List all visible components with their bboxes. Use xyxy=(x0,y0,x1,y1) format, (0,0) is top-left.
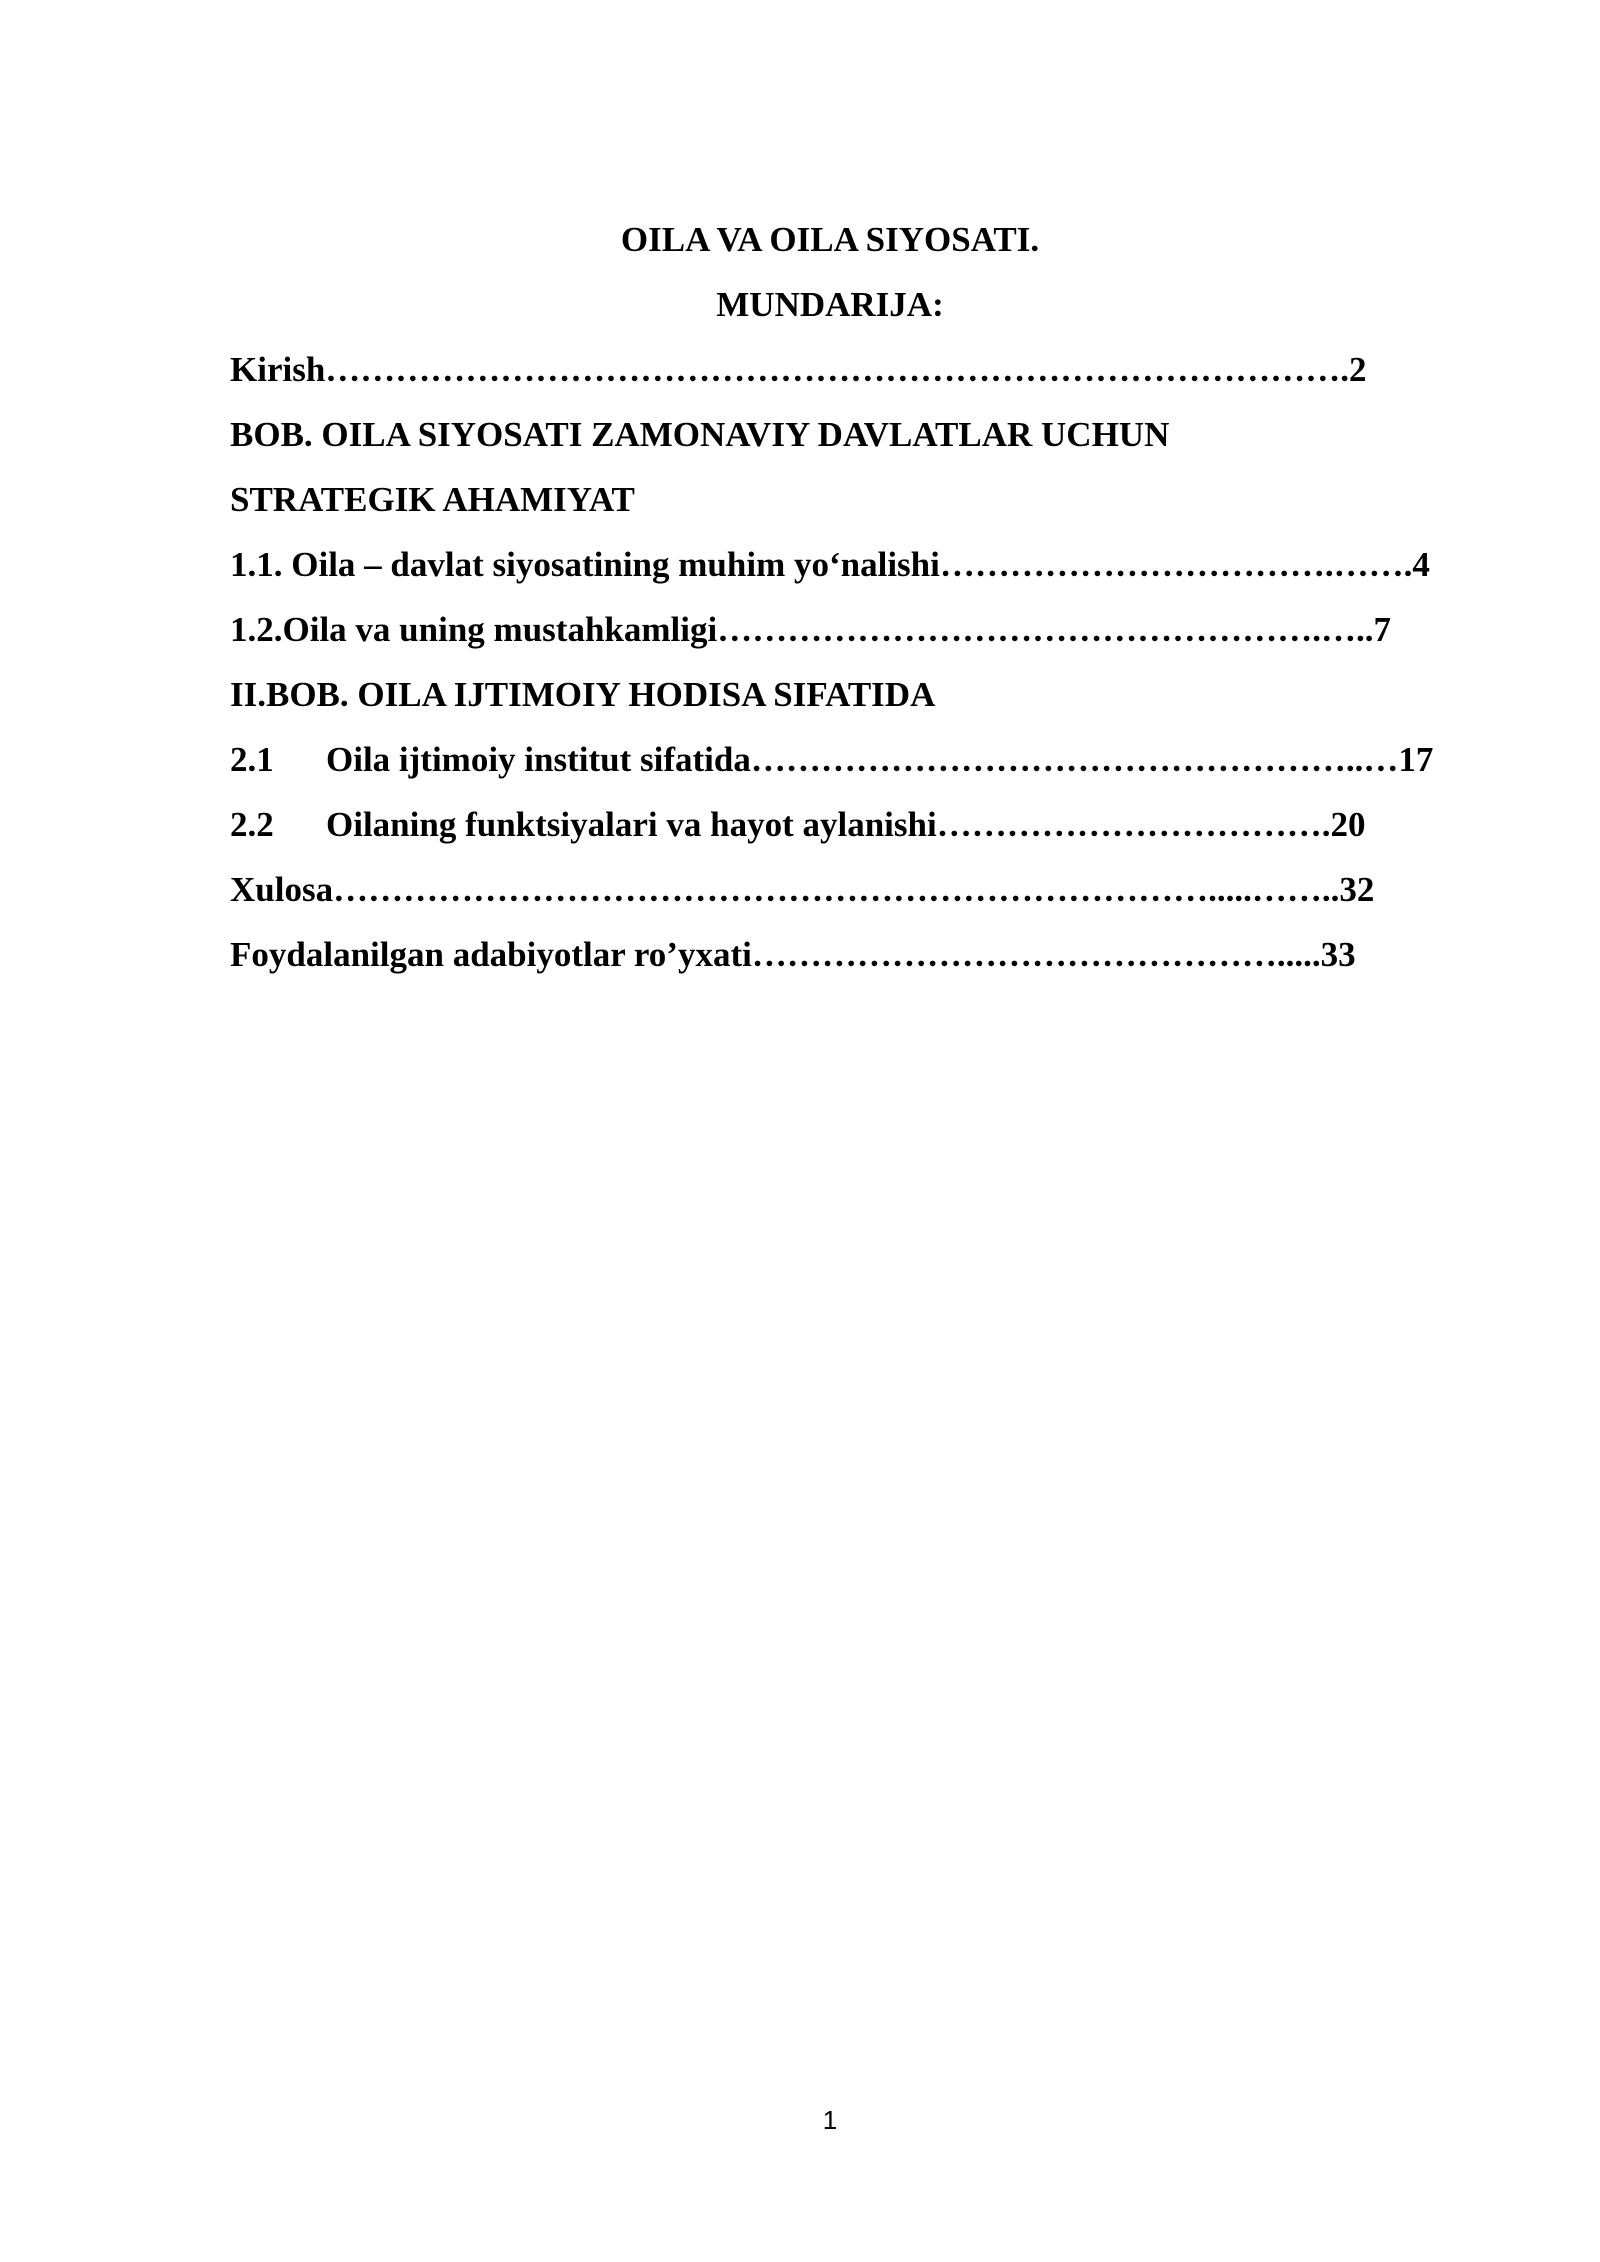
page-number: 1 xyxy=(822,2105,838,2135)
toc-entry-references: Foydalanilgan adabiyotlar ro’yxati……………………………………….....33 xyxy=(230,935,1356,974)
toc-entry-2-2 xyxy=(230,805,1365,845)
toc-entry-text: Oilaning funktsiyalari va hayot aylanishi…………………………….20 xyxy=(326,805,1366,844)
toc-entry-xulosa: Xulosa………………………………………………………………….....……..32 xyxy=(230,870,1375,909)
toc-entry-2-1 xyxy=(230,740,1433,780)
toc-entry-chapter-1-line-2: STRATEGIK AHAMIYAT xyxy=(230,480,635,519)
toc-entry-chapter-1-line-1: BOB. OILA SIYOSATI ZAMONAVIY DAVLATLAR UCHUN xyxy=(230,415,1170,454)
toc-entry-1-1: 1.1. Oila – davlat siyosatining muhim yo‘nalishi…………………………….…….4 xyxy=(230,545,1430,584)
toc-entry-text: Oila ijtimoiy institut sifatida……………………………………………..…17 xyxy=(326,740,1434,779)
document-title: OILA VA OILA SIYOSATI. xyxy=(620,220,1040,259)
toc-entry-1-2: 1.2.Oila va uning mustahkamligi…………………………………………….…..7 xyxy=(230,610,1391,649)
toc-entry-number: 2.2 xyxy=(230,805,274,844)
toc-heading: MUNDARIJA: xyxy=(716,285,944,324)
toc-entry-kirish: Kirish…………………………………………………………………………….2 xyxy=(230,350,1367,389)
toc-entry-chapter-2: II.BOB. OILA IJTIMOIY HODISA SIFATIDA xyxy=(230,675,936,714)
toc-entry-number: 2.1 xyxy=(230,740,274,779)
